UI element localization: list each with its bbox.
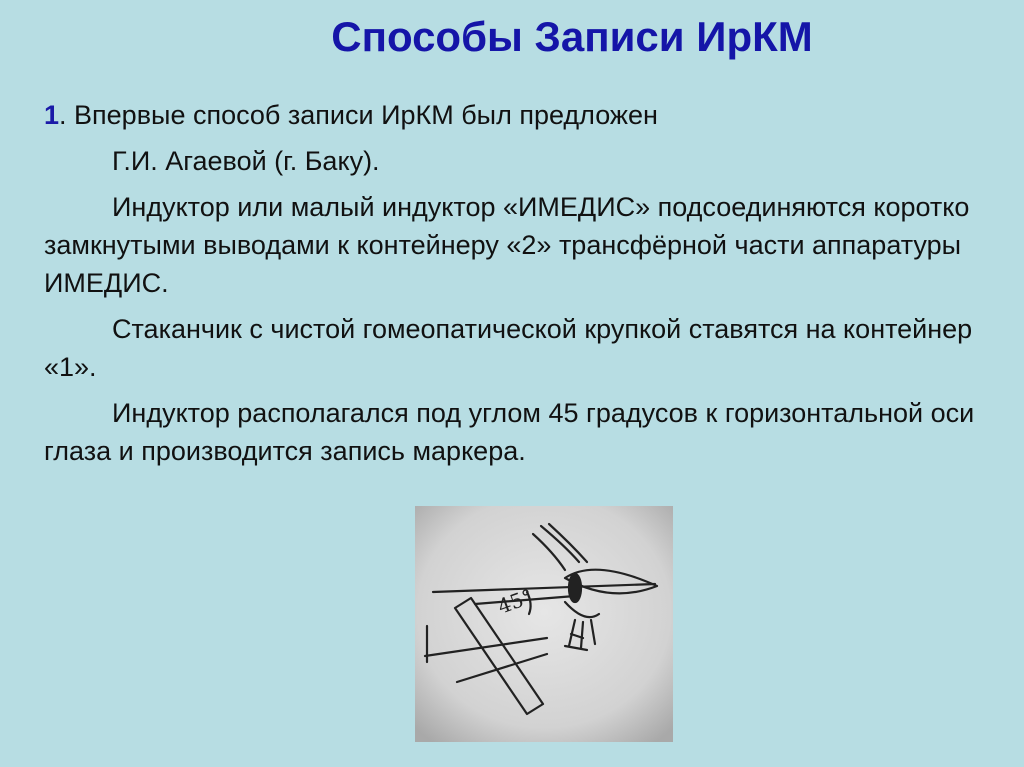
sketch-drawing	[415, 506, 673, 742]
paragraph-4	[44, 310, 1004, 386]
paragraph-5-text: Индуктор располагался под углом 45 градусов к горизонтальной оси глаза и производится запись маркера.	[44, 398, 975, 466]
paragraph-3	[44, 188, 1004, 302]
paragraph-1	[44, 96, 1004, 134]
angle-label: 45°	[494, 584, 537, 619]
paragraph-1-text: . Впервые способ записи ИрКМ был предложен	[59, 100, 658, 130]
paragraph-2: Г.И. Агаевой (г. Баку).	[112, 146, 380, 176]
slide-body	[44, 96, 1004, 478]
slide-title: Способы Записи ИрКМ	[331, 13, 813, 60]
paragraph-5	[44, 394, 1004, 470]
paragraph-3-text: Индуктор или малый индуктор «ИМЕДИС» подсоединяются коротко замкнутыми выводами к контейнеру «2» трансфёрной части аппаратуры ИМЕДИС.	[44, 192, 970, 298]
list-number: 1	[44, 100, 60, 130]
eye-inductor-sketch	[415, 506, 673, 742]
paragraph-4-text: Стаканчик с чистой гомеопатической крупкой ставятся на контейнер «1».	[44, 314, 973, 382]
